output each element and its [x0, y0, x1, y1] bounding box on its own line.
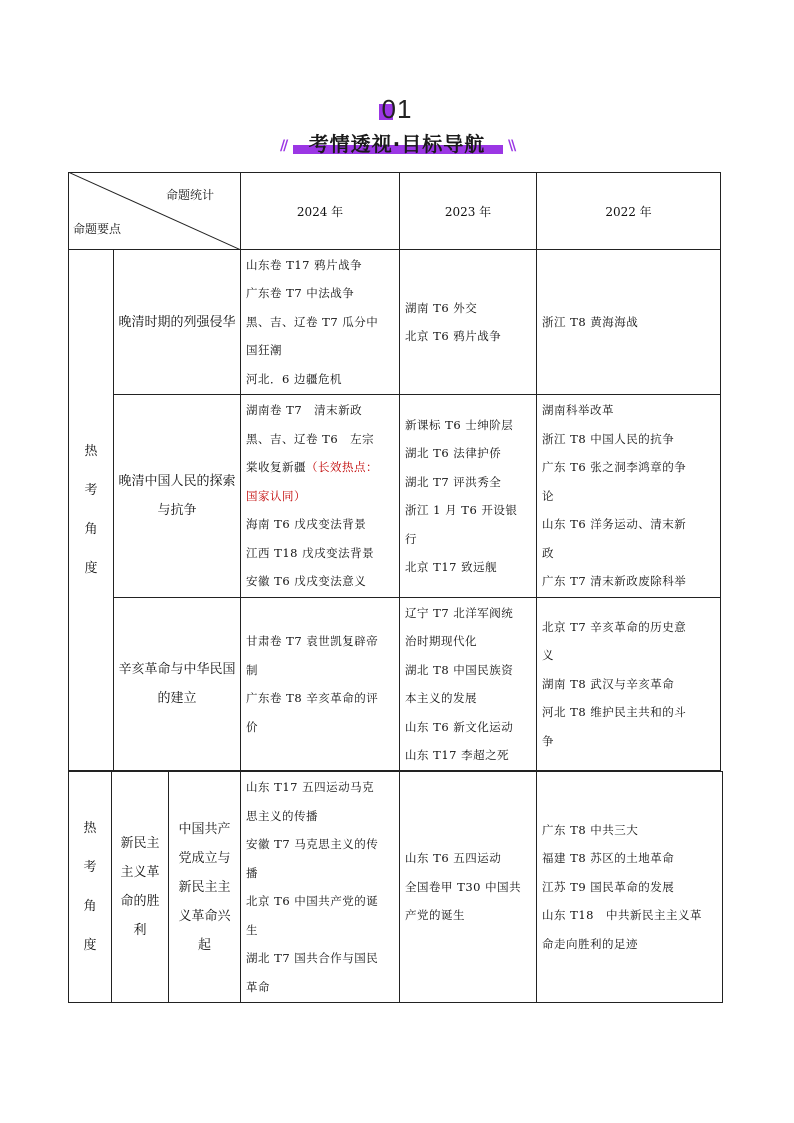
highlight-note: （长效热点：: [306, 460, 378, 475]
topic-label: 晚清中国人民的探索与抗争: [118, 474, 236, 518]
section1-label-char: 度: [84, 561, 98, 576]
cell-2023: [399, 771, 537, 1003]
topic-cell: [168, 771, 241, 1003]
title-deco-left: //: [280, 138, 287, 154]
list-item: 山东 T18 中共新民主主义革: [542, 908, 702, 923]
cell-2024: [240, 597, 400, 771]
list-item: 产党的诞生: [405, 908, 465, 923]
list-item: 浙江 T8 黄海海战: [542, 314, 639, 329]
list-item: 山东 T17 李超之死: [405, 748, 510, 762]
list-item: 甘肃卷 T7 袁世凯复辟帝: [246, 634, 379, 648]
list-item: 北京 T6 鸦片战争: [405, 329, 502, 343]
list-item: 革命: [246, 979, 270, 994]
cell-2023: [399, 394, 537, 598]
list-item: 山东卷 T17 鸦片战争: [246, 257, 363, 272]
cell-2022: [536, 597, 721, 771]
section-number: 01: [381, 94, 413, 124]
list-item: 湖南科举改革: [542, 403, 614, 418]
list-item: 海南 T6 戊戌变法背景: [246, 517, 367, 532]
list-item: 北京 T17 致远舰: [405, 560, 498, 574]
list-item: 山东 T6 新文化运动: [405, 719, 514, 734]
list-item: 山东 T6 洋务运动、清末新: [542, 517, 687, 532]
topic-label: 辛亥革命与中华民国的建立: [118, 662, 236, 706]
section1-label-char: 考: [84, 483, 98, 498]
cell-2024: [240, 771, 400, 1003]
list-item: 国狂潮: [246, 343, 282, 358]
table-corner-cell: [68, 172, 241, 250]
list-item: 广东卷 T7 中法战争: [246, 286, 355, 301]
list-item: 广东 T7 清末新政废除科举: [542, 574, 687, 589]
section2-label-char: 度: [83, 938, 97, 953]
section1-label-char: 热: [84, 444, 98, 459]
list-item: 价: [246, 719, 258, 734]
corner-diagonal-line: [68, 172, 241, 250]
section-title-banner: [0, 128, 794, 158]
section1-label: [68, 249, 114, 771]
list-item: 命走向胜利的足迹: [542, 936, 638, 951]
topic-cell: [113, 394, 241, 598]
group-cell: [111, 771, 169, 1003]
list-item: 湖南 T8 武汉与辛亥革命: [542, 676, 675, 691]
cell-2022: [536, 249, 721, 395]
cell-2023: [399, 597, 537, 771]
corner-label-stats: 命题统计: [165, 188, 214, 202]
list-item: 黑、吉、辽卷 T6 左宗: [246, 431, 375, 446]
list-item: 全国卷甲 T30 中国共: [405, 879, 522, 894]
list-item: 湖北 T7 国共合作与国民: [246, 951, 379, 965]
list-item: 湖北 T7 评洪秀全: [405, 474, 502, 489]
list-item: 广东 T8 中共三大: [542, 822, 639, 837]
header-year-2024: 2024 年: [240, 172, 400, 250]
corner-label-points: 命题要点: [73, 222, 122, 236]
list-item: 新课标 T6 士绅阶层: [405, 417, 514, 432]
cell-2022: [536, 771, 723, 1003]
cell-2024: [240, 394, 400, 598]
list-item: 生: [246, 922, 258, 937]
list-item: 安徽 T7 马克思主义的传: [246, 837, 379, 851]
list-item: 北京 T7 辛亥革命的历史意: [542, 619, 687, 634]
list-item: 浙江 1 月 T6 开设银: [405, 503, 518, 517]
section2-label-char: 考: [83, 860, 97, 875]
list-item-text: 棠收复新疆: [246, 460, 306, 475]
header-year-2023: 2023 年: [399, 172, 537, 250]
group-label: 新民主主义革命的胜利: [120, 836, 160, 938]
list-item: 江西 T18 戊戌变法背景: [246, 545, 375, 560]
list-item: 浙江 T8 中国人民的抗争: [542, 431, 675, 446]
list-item: 湖南 T6 外交: [405, 300, 478, 315]
list-item: 争: [542, 733, 554, 748]
section2-label-char: 角: [83, 899, 97, 914]
list-item: 河北．6 边疆危机: [246, 371, 342, 386]
list-item: 广东 T6 张之洞李鸿章的争: [542, 460, 687, 475]
list-item: 湖北 T6 法律护侨: [405, 446, 502, 460]
highlight-note: 国家认同）: [246, 488, 306, 503]
list-item: 江苏 T9 国民革命的发展: [542, 879, 675, 894]
title-deco-right: \\: [508, 138, 515, 154]
list-item: 湖北 T8 中国民族资: [405, 662, 514, 677]
list-item: 黑、吉、辽卷 T7 瓜分中: [246, 314, 379, 329]
topic-cell: [113, 249, 241, 395]
section-title: 考情透视·目标导航: [308, 132, 486, 156]
section1-label-char: 角: [84, 522, 98, 537]
list-item: 论: [542, 488, 554, 503]
section2-label-char: 热: [83, 821, 97, 836]
list-item: 义: [542, 648, 554, 663]
topic-label: 中国共产党成立与新民主主义革命兴起: [178, 821, 231, 953]
list-item: 山东 T6 五四运动: [405, 851, 502, 866]
cell-2023: [399, 249, 537, 395]
list-item: 政: [542, 545, 554, 560]
topic-label: 晚清时期的列强侵华: [118, 314, 236, 330]
list-item: 湖南卷 T7 清末新政: [246, 403, 363, 418]
list-item: 广东卷 T8 辛亥革命的评: [246, 691, 379, 705]
list-item: 山东 T17 五四运动马克: [246, 780, 375, 794]
list-item: 本主义的发展: [405, 691, 477, 705]
list-item: 治时期现代化: [405, 634, 477, 648]
list-item: 北京 T6 中国共产党的诞: [246, 894, 379, 908]
header-year-2022: 2022 年: [536, 172, 721, 250]
cell-2024: [240, 249, 400, 395]
section2-label: [68, 771, 112, 1003]
list-item: 辽宁 T7 北洋军阀统: [405, 605, 514, 620]
topic-cell: [113, 597, 241, 771]
list-item: 思主义的传播: [246, 808, 318, 823]
list-item: 河北 T8 维护民主共和的斗: [542, 705, 687, 720]
list-item: [246, 453, 396, 482]
list-item: 播: [246, 865, 258, 880]
cell-2022: [536, 394, 721, 598]
list-item: 制: [246, 662, 258, 677]
list-item: 行: [405, 531, 417, 546]
list-item: 安徽 T6 戊戌变法意义: [246, 574, 367, 589]
list-item: 福建 T8 苏区的土地革命: [542, 851, 675, 866]
